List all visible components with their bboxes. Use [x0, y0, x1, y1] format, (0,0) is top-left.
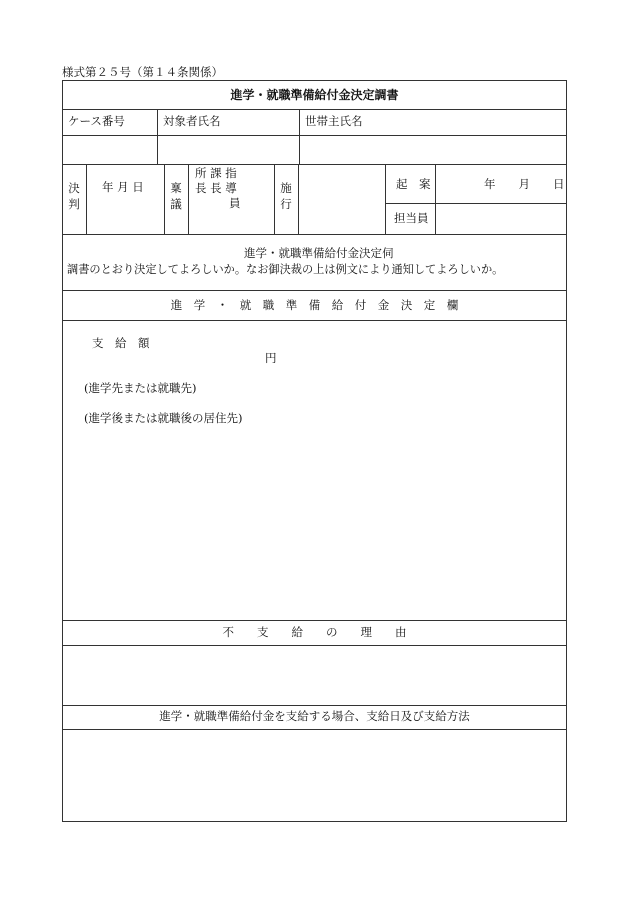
kessai-date-label: 年 月 日 — [102, 180, 144, 194]
payment-method-heading: 進学・就職準備給付金を支給する場合、支給日及び支給方法 — [159, 709, 470, 723]
kian-label: 起 案 — [396, 177, 431, 191]
tantou-field[interactable] — [436, 204, 566, 233]
decision-heading: 進 学 ・ 就 職 準 備 給 付 金 決 定 欄 — [170, 298, 459, 312]
shikou-label-bottom: 行 — [280, 197, 292, 211]
case-number-field[interactable] — [63, 136, 156, 163]
divider-approval-c — [188, 164, 189, 234]
residence-label: (進学後または就職後の居住先) — [84, 411, 243, 425]
divider-approval-d — [274, 164, 275, 234]
destination-label: (進学先または就職先) — [84, 381, 197, 395]
request-body: 調書のとおり決定してよろしいか。なお御決裁の上は例文により通知してよろしいか。 — [67, 263, 504, 276]
divider-approval-b — [164, 164, 165, 234]
ringi-label-top: 稟 — [170, 181, 182, 195]
shikou-label-top: 施 — [280, 181, 292, 195]
case-number-label: ケース番号 — [68, 114, 125, 128]
divider-nonpay-body-bottom — [62, 705, 567, 706]
divider-title-bottom — [62, 109, 567, 110]
non-payment-reason-field[interactable] — [63, 646, 566, 704]
kessai-label-bottom: 判 — [68, 197, 80, 211]
amount-label: 支 給 額 — [92, 336, 150, 350]
ringi-label-bottom: 議 — [170, 197, 182, 211]
divider-request-bottom — [62, 290, 567, 291]
staff-titles-row1: 所 課 指 — [195, 166, 237, 180]
request-title: 進学・就職準備給付金決定伺 — [244, 246, 394, 260]
household-head-field[interactable] — [300, 136, 566, 163]
subject-name-field[interactable] — [158, 136, 298, 163]
divider-approval-a — [86, 164, 87, 234]
kessai-label-top: 決 — [68, 181, 80, 195]
form-title: 進学・就職準備給付金決定調書 — [230, 88, 399, 102]
divider-decision-body-bottom — [62, 620, 567, 621]
kian-date: 年 月 日 — [484, 177, 565, 191]
tantou-label: 担当員 — [394, 211, 429, 225]
yen-unit: 円 — [265, 351, 277, 365]
divider-approval-f — [385, 164, 386, 234]
household-head-label: 世帯主氏名 — [305, 114, 363, 128]
payment-method-field[interactable] — [63, 730, 566, 821]
form-number-label: 様式第２５号（第１４条関係） — [62, 65, 223, 79]
non-payment-heading: 不 支 給 の 理 由 — [222, 625, 407, 639]
subject-name-label: 対象者氏名 — [163, 114, 221, 128]
staff-titles-row2: 長 長 導 — [195, 181, 237, 195]
divider-decision-heading-bottom — [62, 320, 567, 321]
shikou-field[interactable] — [299, 165, 384, 233]
divider-approval-bottom — [62, 234, 567, 235]
staff-titles-row3: 員 — [229, 196, 241, 210]
